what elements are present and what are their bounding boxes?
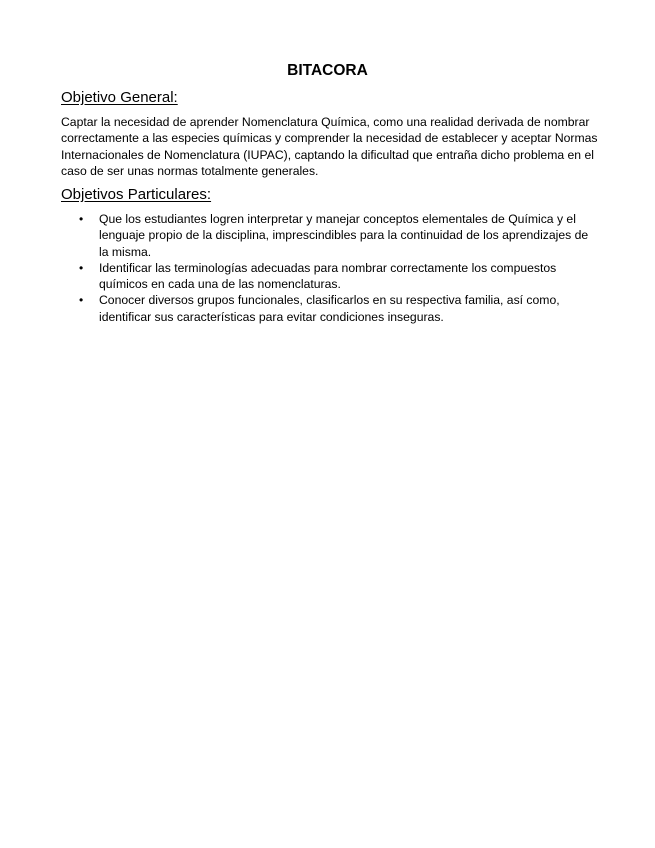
particular-objectives-heading: Objetivos Particulares: [61,186,212,203]
list-item [61,211,601,260]
list-item [61,292,601,325]
list-item-text: Que los estudiantes logren interpretar y manejar conceptos elementales de Química y el lenguaje propio de la disciplina, imprescindibles para la continuidad de los aprendizajes de la misma. [99,212,589,259]
document-title: BITACORA [287,62,368,79]
list-item [61,260,601,293]
list-item-text: Conocer diversos grupos funcionales, clasificarlos en su respectiva familia, así como, identificar sus características para evitar condiciones inseguras. [99,293,560,324]
general-objective-heading: Objetivo General: [61,89,178,106]
particular-objectives-list [61,211,601,325]
general-objective-text: Captar la necesidad de aprender Nomenclatura Química, como una realidad derivada de nombrar correctamente a las especies químicas y comprender la necesidad de establecer y aceptar Normas Internacionales de Nomenclatura (IUPAC), captando la dificultad que entraña dicho problema en el caso de ser unas normas totalmente generales. [61,115,598,178]
bullet-icon: • [79,212,84,226]
bullet-icon: • [79,260,84,275]
bullet-icon: • [79,293,84,308]
list-item-text: Identificar las terminologías adecuadas para nombrar correctamente los compuestos químicos en cada una de las nomenclaturas. [99,260,557,292]
